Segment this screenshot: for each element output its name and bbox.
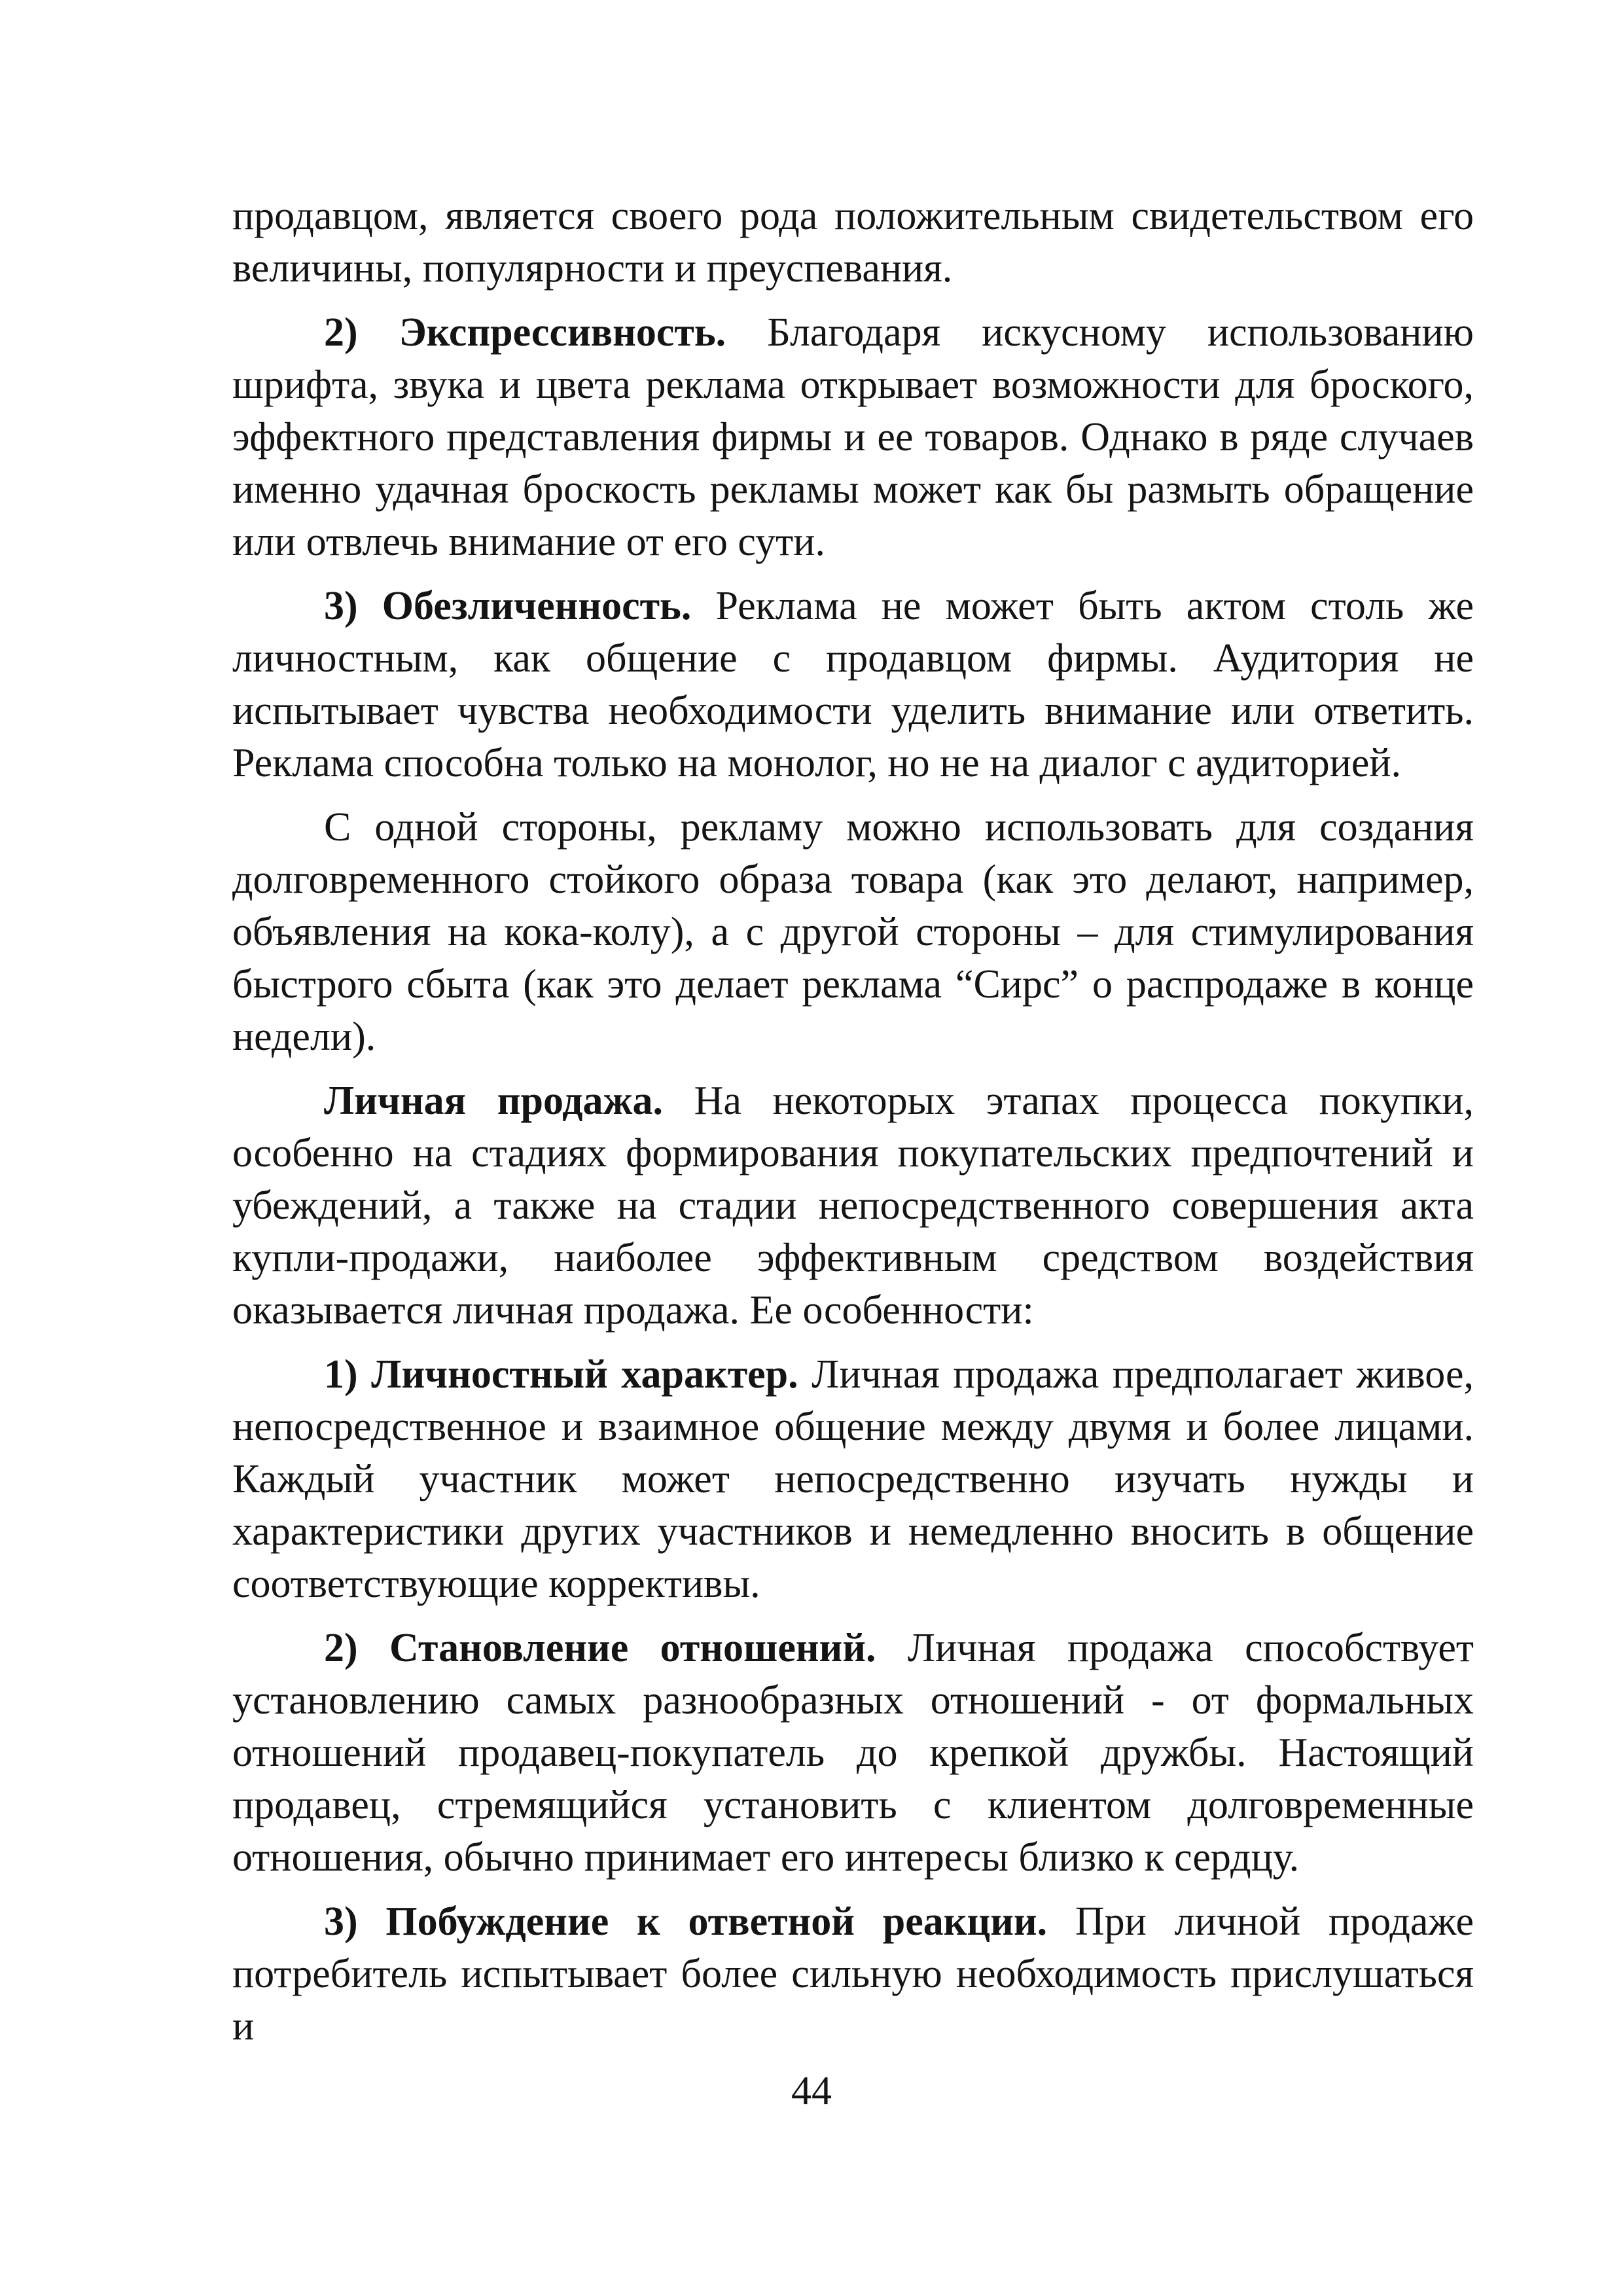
paragraph-personal-character [232,1348,1474,1610]
paragraph-advertising-uses [232,801,1474,1063]
paragraph-personal-selling [232,1075,1474,1336]
paragraph-text: Реклама не может быть актом столь же личностным, как общение с продавцом фирмы. Аудитория не испытывает чувства необходимости уделить внимание или ответить. Реклама способна только на монолог, но не на диалог с аудиторией. [232,584,1474,785]
paragraph-text: При личной продаже потребитель испытывает более сильную необходимость прислушаться и [232,1899,1474,2049]
paragraph-continuation [232,190,1474,295]
paragraph-text: продавцом, является своего рода положительным свидетельством его величины, популярности и преуспевания. [232,194,1474,291]
paragraph-lead: 2) Экспрессивность. [324,310,726,355]
paragraph-impersonality [232,580,1474,789]
paragraph-text: Личная продажа способствует установлению самых разнообразных отношений - от формальных отношений продавец-покупатель до крепкой дружбы. Настоящий продавец, стремящийся установить с клиентом долговременные отношения, обычно принимает его интересы близко к сердцу. [232,1626,1474,1880]
paragraph-lead: 2) Становление отношений. [324,1626,876,1670]
paragraph-lead: 1) Личностный характер. [324,1352,798,1397]
paragraph-lead: 3) Побуждение к ответной реакции. [324,1899,1048,1944]
body-text [232,190,1474,2064]
paragraph-text: Благодаря искусному использованию шрифта, звука и цвета реклама открывает возможности для броского, эффектного представления фирмы и ее товаров. Однако в ряде случаев именно удачная броскость рекламы может как бы размыть обращение или отвлечь внимание от его сути. [232,310,1474,564]
paragraph-expressiveness [232,306,1474,568]
paragraph-lead: 3) Обезличенность. [324,584,692,628]
paragraph-text: С одной стороны, рекламу можно использовать для создания долговременного стойкого образа товара (как это делают, например, объявления на кока-колу), а с другой стороны – для стимулирования быстрого сбыта (как это делает реклама “Сирс” о распродаже в конце недели). [232,805,1474,1059]
paragraph-relationship-building [232,1622,1474,1884]
paragraph-text: Личная продажа предполагает живое, непосредственное и взаимное общение между двумя и более лицами. Каждый участник может непосредственно изучать нужды и характеристики других участников и немедленно вносить в общение соответствующие коррективы. [232,1352,1474,1606]
paragraph-lead: Личная продажа. [324,1079,663,1123]
page-number: 44 [791,2069,832,2113]
paragraph-text: На некоторых этапах процесса покупки, особенно на стадиях формирования покупательских предпочтений и убеждений, а также на стадии непосредственного совершения акта купли-продажи, наиболее эффективным средством воздействия оказывается личная продажа. Ее особенности: [232,1079,1474,1333]
paragraph-response-prompting [232,1895,1474,2053]
